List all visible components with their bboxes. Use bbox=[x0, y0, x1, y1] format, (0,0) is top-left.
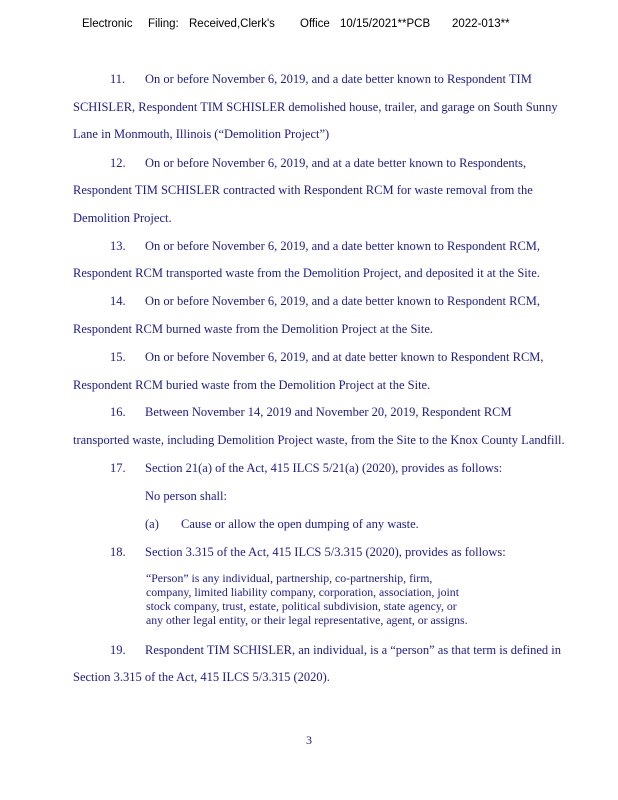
header-date: 10/15/2021**PCB bbox=[340, 18, 431, 30]
paragraph-number: 14. bbox=[110, 294, 126, 308]
paragraph-line: Section 21(a) of the Act, 415 ILCS 5/21(a) (2020), provides as follows: bbox=[145, 461, 503, 475]
paragraph-number: 15. bbox=[110, 350, 126, 364]
paragraph-line: Section 3.315 of the Act, 415 ILCS 5/3.315 (2020), provides as follows: bbox=[145, 545, 506, 559]
quote-line: “Person” is any individual, partnership, co-partnership, firm, bbox=[146, 571, 433, 585]
page-number: 3 bbox=[306, 733, 312, 747]
paragraph-line: On or before November 6, 2019, and a date better known to Respondent RCM, bbox=[145, 239, 541, 253]
paragraph-line: Lane in Monmouth, Illinois (“Demolition Project”) bbox=[73, 127, 330, 141]
quote-line: any other legal entity, or their legal representative, agent, or assigns. bbox=[146, 613, 468, 627]
paragraph-number: 11. bbox=[110, 72, 126, 86]
paragraph-number: 12. bbox=[110, 156, 126, 170]
paragraph-number: 18. bbox=[110, 545, 126, 559]
paragraph-line: Respondent TIM SCHISLER contracted with Respondent RCM for waste removal from the bbox=[73, 183, 533, 197]
paragraph-number: 16. bbox=[110, 405, 126, 419]
header-electronic: Electronic bbox=[82, 18, 133, 30]
statute-intro: No person shall: bbox=[145, 489, 227, 503]
paragraph-line: SCHISLER, Respondent TIM SCHISLER demolished house, trailer, and garage on South Sunny bbox=[73, 100, 558, 114]
sub-item-text: Cause or allow the open dumping of any waste. bbox=[181, 517, 419, 531]
paragraph-line: Respondent RCM transported waste from the Demolition Project, and deposited it at the Site. bbox=[73, 266, 540, 280]
paragraph-line: Respondent RCM buried waste from the Demolition Project at the Site. bbox=[73, 378, 431, 392]
paragraph-line: On or before November 6, 2019, and a date better known to Respondent RCM, bbox=[145, 294, 541, 308]
header-case: 2022-013** bbox=[452, 18, 510, 30]
paragraph-line: Demolition Project. bbox=[73, 211, 172, 225]
sub-item-label: (a) bbox=[145, 517, 159, 531]
paragraph-number: 13. bbox=[110, 239, 126, 253]
paragraph-line: On or before November 6, 2019, and a date better known to Respondent TIM bbox=[145, 72, 532, 86]
paragraph-line: On or before November 6, 2019, and at a date better known to Respondents, bbox=[145, 156, 527, 170]
paragraph-line: Between November 14, 2019 and November 20, 2019, Respondent RCM bbox=[145, 405, 512, 419]
paragraph-line: Section 3.315 of the Act, 415 ILCS 5/3.315 (2020). bbox=[73, 670, 330, 684]
paragraph-number: 19. bbox=[110, 643, 126, 657]
quote-line: company, limited liability company, corporation, association, joint bbox=[146, 585, 459, 599]
paragraph-line: On or before November 6, 2019, and at date better known to Respondent RCM, bbox=[145, 350, 544, 364]
header-received: Received,Clerk's bbox=[189, 18, 275, 30]
filing-header bbox=[82, 18, 562, 38]
paragraph-line: transported waste, including Demolition Project waste, from the Site to the Knox County Landfill. bbox=[73, 433, 565, 447]
header-filing: Filing: bbox=[148, 18, 179, 30]
header-office: Office bbox=[300, 18, 330, 30]
paragraph-line: Respondent RCM burned waste from the Demolition Project at the Site. bbox=[73, 322, 434, 336]
paragraph-number: 17. bbox=[110, 461, 126, 475]
paragraph-line: Respondent TIM SCHISLER, an individual, is a “person” as that term is defined in bbox=[145, 643, 562, 657]
quote-line: stock company, trust, estate, political subdivision, state agency, or bbox=[146, 599, 457, 613]
